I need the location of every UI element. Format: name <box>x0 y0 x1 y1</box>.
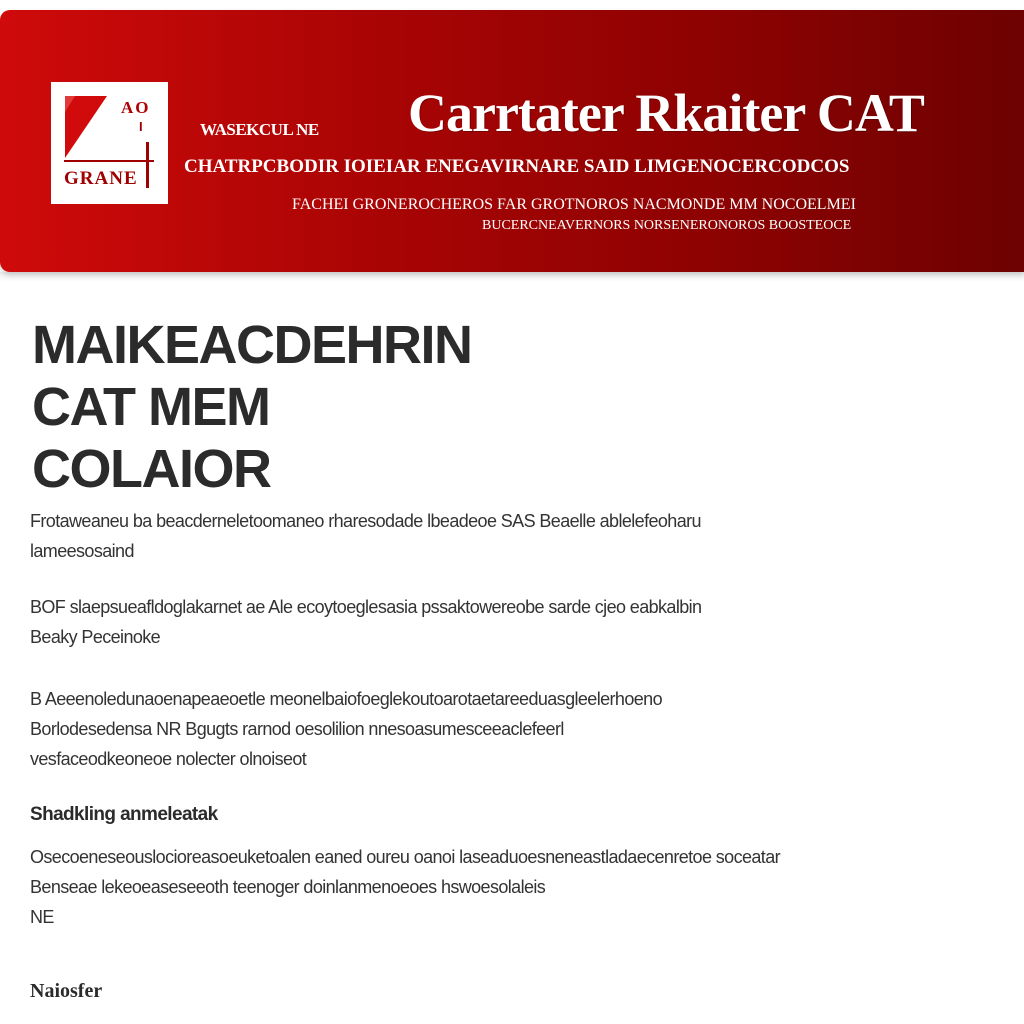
paragraph-2: BOF slaepsueafldoglakarnet ae Ale ecoytoeglesasia pssaktowereobe sarde cjeo eabkalbin Beaky Peceinoke <box>30 597 702 647</box>
logo-mark-mid: I <box>139 119 143 134</box>
paragraph-1: Frotaweaneu ba beacderneletoomaneo rharesodade lbeadeoe SAS Beaelle ablelefeoharu lameesosaind <box>30 511 701 561</box>
banner-detail-line-1: FACHEI GRONEROCHEROS FAR GROTNOROS NACMONDE MM NOCOELMEI <box>292 196 856 213</box>
section-heading: Shadkling anmeleatak <box>30 804 218 825</box>
header-banner <box>0 10 1024 272</box>
paragraph-3: B Aeeenoledunaoenapeaeoetle meonelbaiofoeglekoutoarotaetareeduasgleelerhoeno Borlodesedensa NR Bgugts rarnod oesolilion nnesoasumesceeaclefeerl vesfaceodkeoneoe nolecter olnoiseot <box>30 689 662 769</box>
banner-kicker: WASEKCUL NE <box>200 120 319 139</box>
banner-title: Carrtater Rkaiter CAT <box>408 83 924 143</box>
page-heading: MAIKEACDEHRIN CAT MEM COLAIOR <box>32 315 472 499</box>
logo-mark-top: AO <box>121 98 151 117</box>
logo-wordmark: GRANE <box>64 168 138 189</box>
banner-detail-line-2: BUCERCNEAVERNORS NORSENERONOROS BOOSTEOCE <box>482 218 852 233</box>
paragraph-4: Osecoeneseouslocioreasoeuketoalen eaned oureu oanoi laseaduoesneneastladaecenretoe soceatar Benseae lekeoeaseseeoth teenoger doinlanmenoeoes hswoesolaleis NE <box>30 847 781 927</box>
banner-shadow <box>0 272 1024 282</box>
footer-label: Naiosfer <box>30 980 103 1002</box>
logo-rule <box>64 160 154 162</box>
logo-bar <box>146 142 149 188</box>
logo <box>51 82 168 204</box>
banner-subtitle: CHATRPCBODIR IOIEIAR ENEGAVIRNARE SAID LIMGENOCERCODCOS <box>184 156 850 177</box>
